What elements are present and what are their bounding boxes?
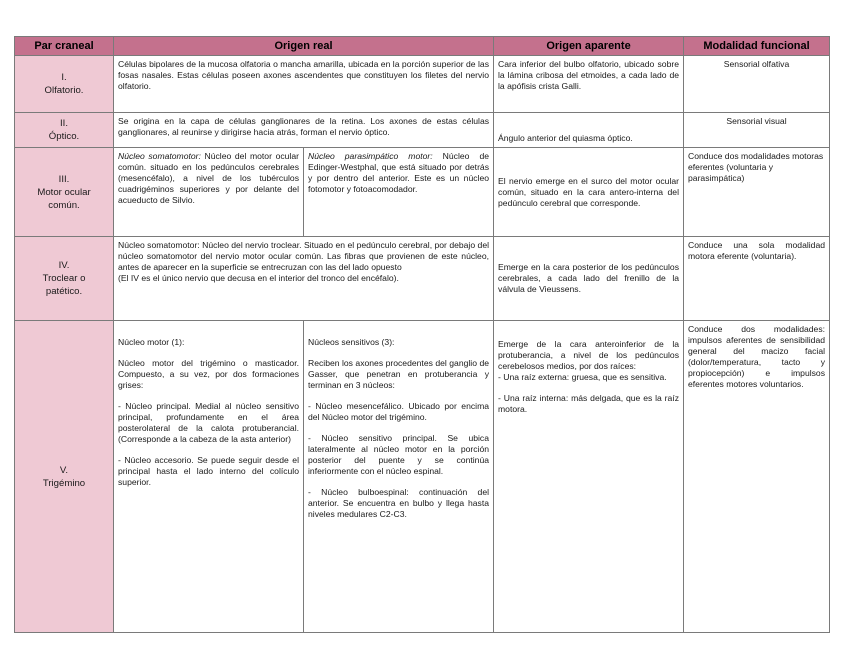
nucleus-title: Núcleo motor (1): (118, 337, 185, 347)
modalidad-cell: Conduce dos modalidades: impulsos aferentes de sensibilidad general del macizo facial (dolor/temperatura, tacto y propiocepción) e impulsos eferentes motores voluntarios. (684, 321, 830, 633)
paragraph: - Una raíz interna: más delgada, que es la raíz motora. (498, 393, 680, 414)
header-modalidad-funcional: Modalidad funcional (684, 37, 830, 56)
paragraph: - Núcleo sensitivo principal. Se ubica lateralmente al núcleo motor en la porción posterior del puente y se continúa inferiormente con el núcleo espinal. (308, 433, 490, 476)
origen-real-motor-cell (114, 321, 304, 633)
table-row (15, 321, 830, 633)
nerve-name: III. Motor ocular común. (15, 148, 114, 237)
paragraph: Emerge de la cara anteroinferior de la protuberancia, a nivel de los pedúnculos cerebelosos medios, por dos raíces: - Una raíz externa: gruesa, que es sensitiva. (498, 339, 680, 382)
nerve-name: I. Olfatorio. (15, 56, 114, 113)
cranial-nerves-table (14, 36, 830, 633)
nucleus-title: Núcleo somatomotor: (118, 151, 201, 161)
nucleus-title: Núcleos sensitivos (3): (308, 337, 395, 347)
origen-aparente-cell (494, 321, 684, 633)
origen-real-cell: Células bipolares de la mucosa olfatoria o mancha amarilla, ubicada en la porción superior de las fosas nasales. Estas células poseen axones ascendentes que constituyen los filetes del nervio olfatorio. (114, 56, 494, 113)
origen-aparente-cell: Emerge en la cara posterior de los pedúnculos cerebrales, a cada lado del frenillo de la válvula de Vieussens. (494, 237, 684, 321)
table-row (15, 113, 830, 148)
origen-aparente-cell: Cara inferior del bulbo olfatorio, ubicado sobre la lámina cribosa del etmoides, a cada lado de la apófisis crista Galli. (494, 56, 684, 113)
header-row (15, 37, 830, 56)
origen-real-cell: Se origina en la capa de células ganglionares de la retina. Los axones de estas células ganglionares, al reunirse y dirigirse hacia atrás, forman el nervio óptico. (114, 113, 494, 148)
nerve-name: IV. Troclear o patético. (15, 237, 114, 321)
origen-aparente-cell: Ángulo anterior del quiasma óptico. (494, 113, 684, 148)
paragraph: - Núcleo accesorio. Se puede seguir desde el principal hasta el lado interno del colículo superior. (118, 455, 299, 487)
modalidad-cell: Conduce dos modalidades motoras eferentes (voluntaria y parasimpática) (684, 148, 830, 237)
nerve-name: II. Óptico. (15, 113, 114, 148)
header-par-craneal: Par craneal (15, 37, 114, 56)
table-row (15, 148, 830, 237)
nerve-name: V. Trigémino (15, 321, 114, 633)
paragraph: Reciben los axones procedentes del ganglio de Gasser, que penetran en protuberancia y terminan en 3 núcleos: (308, 358, 490, 390)
paragraph: - Núcleo bulboespinal: continuación del anterior. Se encuentra en bulbo y llega hasta niveles medulares C2-C3. (308, 487, 490, 519)
nucleus-title: Núcleo parasimpático motor: (308, 151, 433, 161)
origen-real-somatomotor-cell (114, 148, 304, 237)
origen-real-cell: Núcleo somatomotor: Núcleo del nervio troclear. Situado en el pedúnculo cerebral, por debajo del núcleo somatomotor del nervio motor ocular común. Las fibras que provienen de este núcleo, antes de aparecer en la superficie se entrecruzan con las del lado opuesto (El IV es el único nervio que decusa en el interior del tronco del encéfalo). (114, 237, 494, 321)
header-origen-aparente: Origen aparente (494, 37, 684, 56)
paragraph: - Núcleo mesencefálico. Ubicado por encima del Núcleo motor del trigémino. (308, 401, 490, 422)
modalidad-cell: Conduce una sola modalidad motora eferente (voluntaria). (684, 237, 830, 321)
origen-aparente-cell: El nervio emerge en el surco del motor ocular común, situado en la cara antero-interna del pedúnculo cerebral que corresponde. (494, 148, 684, 237)
origen-real-parasimpatico-cell (304, 148, 494, 237)
modalidad-cell: Sensorial visual (684, 113, 830, 148)
nucleus-description: Núcleo de Edinger-Westphal, que está situado por detrás y por dentro del anterior. Este es un núcleo fotomotor y fotoacomodador. (308, 151, 490, 194)
modalidad-cell: Sensorial olfativa (684, 56, 830, 113)
table-row (15, 237, 830, 321)
nucleus-description: Núcleo del motor ocular común. situado en los pedúnculos cerebrales (mesencéfalo), a nivel de los tubérculos cuadrigéminos superiores y por delante del acueducto de Silvio. (118, 151, 299, 205)
header-origen-real: Origen real (114, 37, 494, 56)
table-row (15, 56, 830, 113)
paragraph: Núcleo motor del trigémino o masticador. Compuesto, a su vez, por dos formaciones grises: (118, 358, 299, 390)
paragraph: - Núcleo principal. Medial al núcleo sensitivo principal, profundamente en el área posterolateral de la calota protuberancial. (Corresponde a la cabeza de la asta anterior) (118, 401, 299, 444)
origen-real-sensitivos-cell (304, 321, 494, 633)
